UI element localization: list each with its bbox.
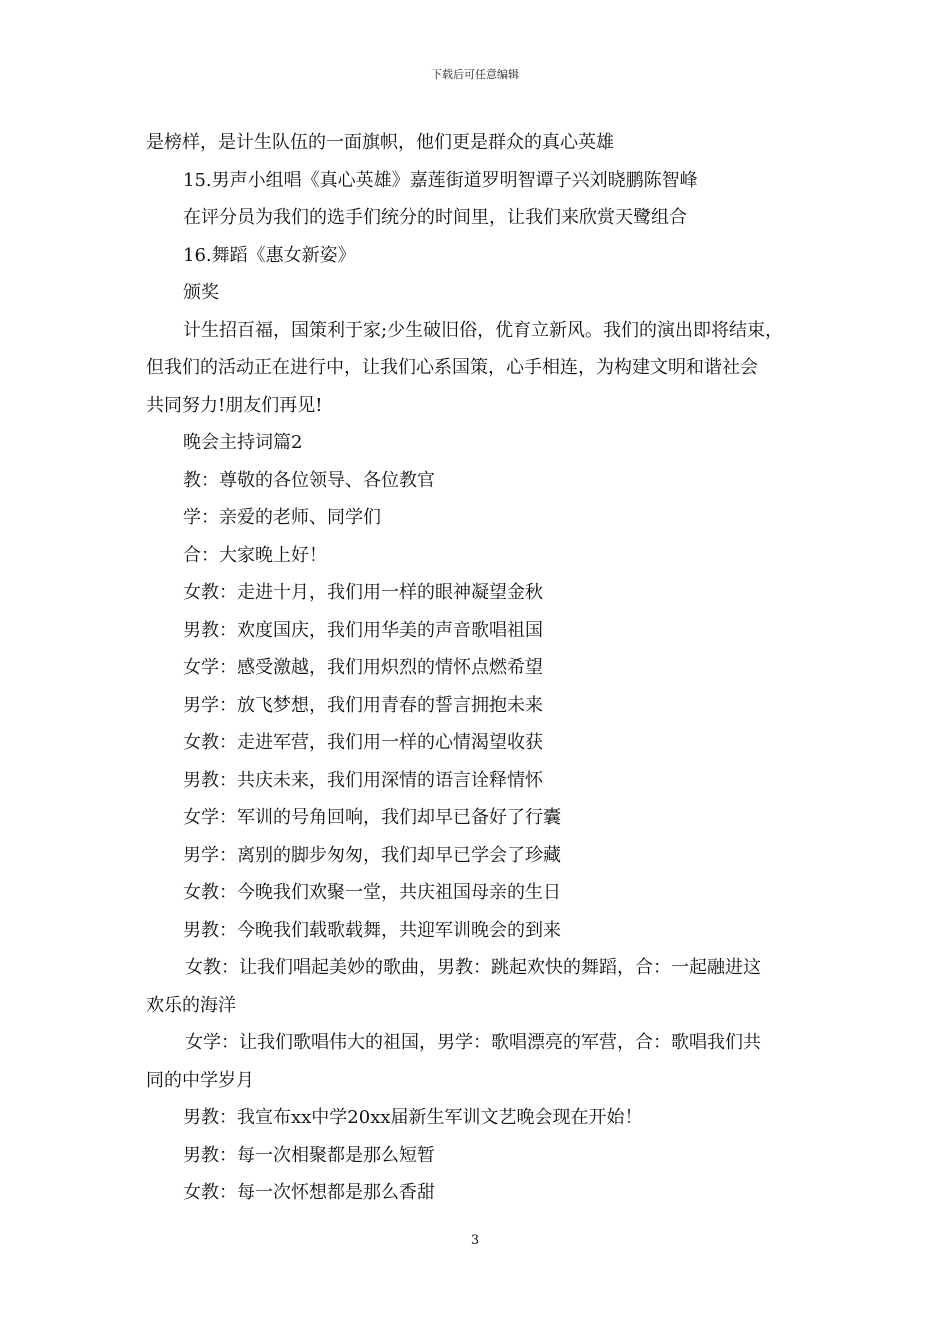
dialogue-line-continuation: 欢乐的海洋 [146,994,236,1016]
paragraph: 是榜样，是计生队伍的一面旗帜，他们更是群众的真心英雄 [146,132,614,153]
page-number: 3 [470,1233,480,1248]
dialogue-line: 女教：让我们唱起美妙的歌曲，男教：跳起欢快的舞蹈，合：一起融进这 [185,957,761,978]
paragraph: 在评分员为我们的选手们统分的时间里，让我们来欣赏天鹭组合 [183,207,687,228]
paragraph: 16.舞蹈《惠女新姿》 [183,244,356,266]
dialogue-line: 女教：走进十月，我们用一样的眼神凝望金秋 [183,582,543,603]
paragraph: 15.男声小组唱《真心英雄》嘉莲街道罗明智谭子兴刘晓鹏陈智峰 [183,169,698,191]
dialogue-line: 女教：走进军营，我们用一样的心情渴望收获 [183,732,543,753]
document-body [146,124,810,1212]
dialogue-line: 男教：欢度国庆，我们用华美的声音歌唱祖国 [183,619,543,641]
dialogue-line: 男教：每一次相聚都是那么短暂 [183,1144,435,1166]
dialogue-line: 男教：我宣布xx中学20xx届新生军训文艺晚会现在开始！ [183,1107,643,1128]
dialogue-line: 女学：感受激越，我们用炽烈的情怀点燃希望 [183,657,543,678]
dialogue-line: 女教：今晚我们欢聚一堂，共庆祖国母亲的生日 [183,882,561,903]
dialogue-line-continuation: 同的中学岁月 [146,1069,254,1091]
dialogue-line: 女学：军训的号角回响，我们却早已备好了行囊 [183,807,561,828]
dialogue-line: 教：尊敬的各位领导、各位教官 [183,469,435,491]
paragraph: 计生招百福，国策利于家;少生破旧俗，优育立新风。我们的演出即将结束， [183,319,784,341]
dialogue-line: 合：大家晚上好！ [183,544,327,566]
dialogue-line: 男教：共庆未来，我们用深情的语言诠释情怀 [183,769,543,791]
paragraph: 但我们的活动正在进行中，让我们心系国策，心手相连，为构建文明和谐社会 [146,357,758,378]
dialogue-line: 女学：让我们歌唱伟大的祖国，男学：歌唱漂亮的军营，合：歌唱我们共 [185,1032,761,1053]
dialogue-line: 女教：每一次怀想都是那么香甜 [183,1182,435,1203]
dialogue-line: 男学：放飞梦想，我们用青春的誓言拥抱未来 [183,694,543,716]
paragraph: 颁奖 [183,282,219,303]
paragraph: 共同努力!朋友们再见! [146,394,323,416]
dialogue-line: 男教：今晚我们载歌载舞，共迎军训晚会的到来 [183,919,561,941]
dialogue-line: 男学：离别的脚步匆匆，我们却早已学会了珍藏 [183,844,561,866]
page-header: 下载后可任意编辑 [431,68,519,81]
section-title: 晚会主持词篇2 [183,432,303,453]
dialogue-line: 学：亲爱的老师、同学们 [183,507,381,528]
